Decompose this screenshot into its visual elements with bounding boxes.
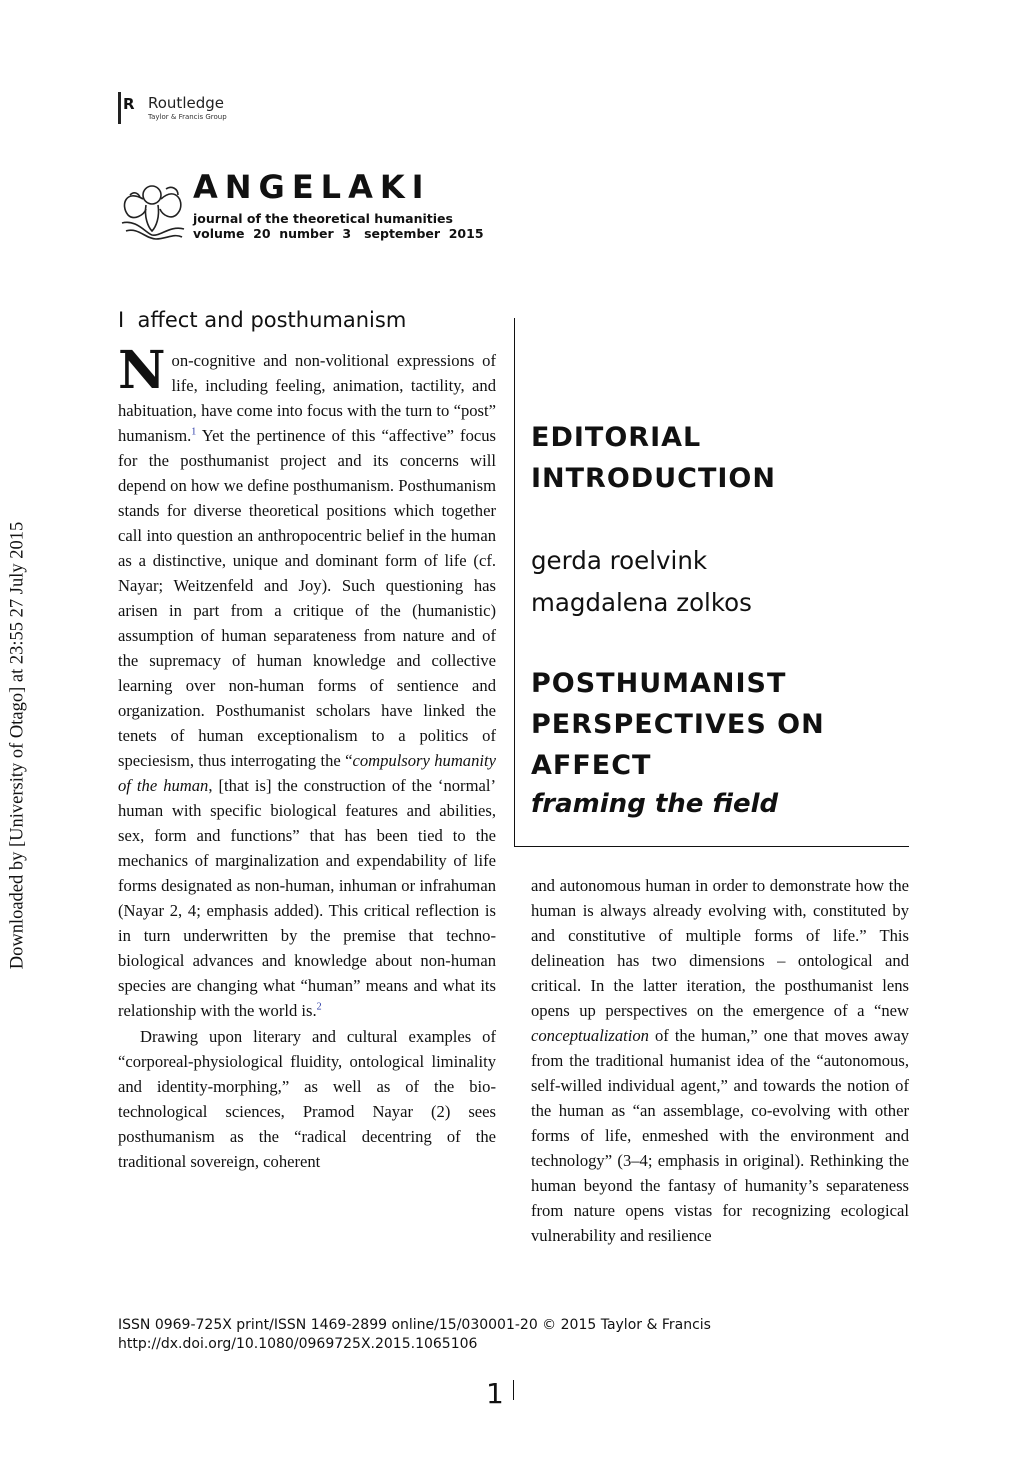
paragraph-1-text-b: Yet the pertinence of this “affective” focus for the posthumanist project and its concerns will depend on how we define posthumanism. Posthumanism stands for diverse theoretical positions which together call into question an anthropocentric belief in the human as a distinctive, unique and dominant form of life (cf. Nayar; Weitzenfeld and Joy). Such questioning has arisen in part from a critique of the (humanistic) assumption of human separateness from nature and of the supremacy of human knowledge and collective learning over non-human forms of sentience and organization. Posthumanist scholars have linked the tenets of human exceptionalism to a politics of speciesism, thus interrogating the “: [118, 426, 496, 770]
footnote-2-link[interactable]: 2: [316, 1001, 322, 1013]
paragraph-1-text-a: on-cognitive and non-volitional expressions of life, including feeling, animation, tactility, and habituation, have come into focus with the turn to “post” humanism.: [118, 351, 496, 445]
download-watermark: Downloaded by [University of Otago] at 23:55 27 July 2015: [7, 521, 28, 970]
angel-emblem-icon: [116, 175, 188, 243]
routledge-logo-icon: R: [118, 92, 137, 124]
paragraph-1: [118, 340, 496, 1023]
journal-tagline: journal of the theoretical humanities: [193, 211, 453, 226]
page-number: 1: [486, 1377, 504, 1410]
title-box-divider-horizontal: [514, 846, 909, 847]
paper-title-line-3: AFFECT: [531, 750, 652, 781]
title-box-divider-vertical: [514, 318, 515, 846]
left-column: [118, 340, 496, 1174]
author-1: gerda roelvink: [531, 546, 708, 575]
right-text-b: of the human,” one that moves away from the traditional humanist idea of the “autonomous, self-willed individual agent,” and towards the notion of the human as “an assemblage, co-evolving with other forms of life, enmeshed with the environment and technology” (3–4; emphasis in original). Rethinking the human beyond the fantasy of humanity’s separateness from nature opens vistas for recognizing ecological vulnerability and resilience: [531, 1026, 909, 1245]
right-text-a: and autonomous human in order to demonstrate how the human is always already evolving with, constituted by and constitutive of multiple forms of life.” This delineation has two dimensions – ontological and critical. In the latter iteration, the posthumanist lens opens up perspectives on the emergence of a “new: [531, 876, 909, 1020]
publisher-logo: [118, 92, 258, 126]
footnote-1-link[interactable]: 1: [191, 426, 197, 438]
authors: [531, 540, 752, 624]
page-number-rule: [513, 1380, 514, 1400]
right-column: [531, 873, 909, 1248]
editorial-heading: [531, 417, 776, 499]
right-emphasis: conceptualization: [531, 1026, 649, 1045]
drop-cap: N: [118, 340, 166, 401]
editorial-line-1: EDITORIAL: [531, 422, 702, 453]
author-2: magdalena zolkos: [531, 588, 752, 617]
publisher-subtitle: Taylor & Francis Group: [148, 113, 227, 121]
paper-title-line-2: PERSPECTIVES ON: [531, 709, 825, 740]
paragraph-1-emphasis: compulsory humanity of the human: [118, 751, 496, 795]
paper-title: [531, 663, 825, 786]
right-paragraph: [531, 873, 909, 1248]
editorial-line-2: INTRODUCTION: [531, 463, 776, 494]
paper-title-line-1: POSTHUMANIST: [531, 668, 787, 699]
paper-subtitle: framing the field: [531, 789, 779, 819]
publisher-name: Routledge: [148, 94, 224, 112]
section-label: I affect and posthumanism: [118, 308, 407, 332]
doi-link[interactable]: http://dx.doi.org/10.1080/0969725X.2015.1065106: [118, 1336, 478, 1352]
paragraph-2: Drawing upon literary and cultural examples of “corporeal-physiological fluidity, ontological liminality and identity-morphing,” as well as of the bio-technological sciences, Pramod Nayar (2) sees posthumanism as the “radical decentring of the traditional sovereign, coherent: [118, 1027, 496, 1171]
journal-issue: volume 20 number 3 september 2015: [193, 226, 484, 241]
footer-citation: [118, 1316, 711, 1354]
issn-line: ISSN 0969-725X print/ISSN 1469-2899 online/15/030001-20 © 2015 Taylor & Francis: [118, 1317, 711, 1333]
journal-title: ANGELAKI: [193, 168, 431, 206]
journal-subtitle: [193, 211, 484, 241]
paragraph-1-text-c: , [that is] the construction of the ‘normal’ human with specific biological features and abilities, sex, form and functions” that has been tied to the mechanics of marginalization and expendability of life forms designated as non-human, inhuman or infrahuman (Nayar 2, 4; emphasis added). This critical reflection is in turn underwritten by the premise that techno-biological advances and knowledge about non-human species are changing what “human” means and what its relationship with the world is.: [118, 776, 496, 1020]
